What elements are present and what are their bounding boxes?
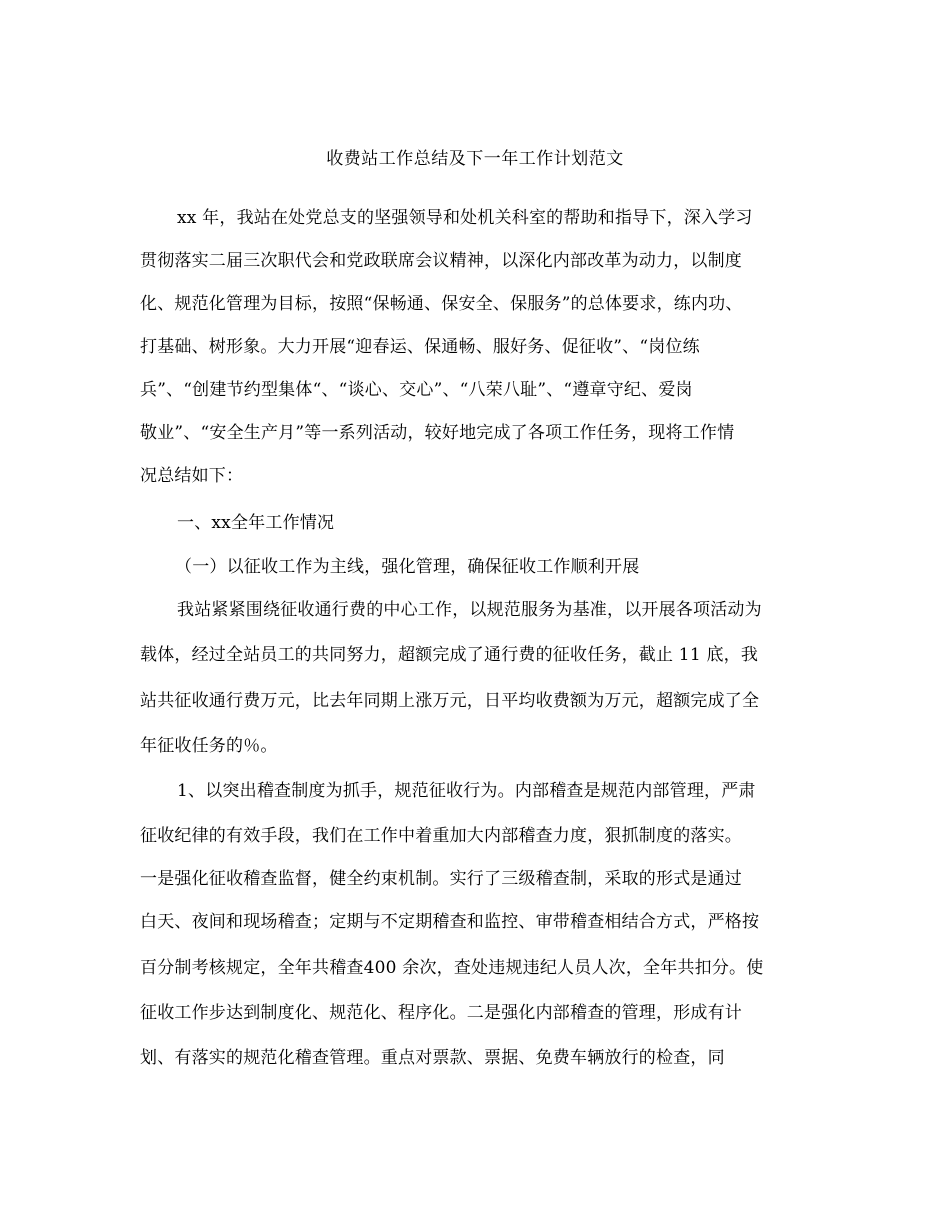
paragraph-line: 白天、夜间和现场稽查；定期与不定期稽查和监控、审带稽查相结合方式，严格按	[140, 912, 760, 932]
paragraph-line: 化、规范化管理为目标，按照“保畅通、保安全、保服务”的总体要求，练内功、	[140, 294, 743, 314]
paragraph-line: 载体，经过全站员工的共同努力，超额完成了通行费的征收任务，截止 11 底，我	[140, 645, 759, 665]
section-heading: 一、xx全年工作情况	[177, 513, 335, 533]
paragraph-line: 兵”、“创建节约型集体“、“谈心、交心”、“八荣八耻”、“遵章守纪、爱岗	[140, 380, 693, 400]
paragraph-line: 征收工作步达到制度化、规范化、程序化。二是强化内部稽查的管理，形成有计	[140, 1003, 742, 1023]
subsection-heading: （一）以征收工作为主线，强化管理，确保征收工作顺利开展	[175, 557, 640, 577]
paragraph-line: 站共征收通行费万元，比去年同期上涨万元，日平均收费额为万元，超额完成了全	[140, 691, 760, 711]
paragraph-line: 一是强化征收稽查监督，健全约束机制。实行了三级稽查制，采取的形式是通过	[140, 869, 742, 889]
paragraph-line: 划、有落实的规范化稽查管理。重点对票款、票据、免费车辆放行的检查，同	[140, 1048, 725, 1068]
paragraph-line: 我站紧紧围绕征收通行费的中心工作，以规范服务为基准，以开展各项活动为	[177, 600, 762, 620]
document-title: 收费站工作总结及下一年工作计划范文	[326, 149, 624, 169]
paragraph-line: 敬业”、“安全生产月”等一系列活动，较好地完成了各项工作任务，现将工作情	[140, 423, 735, 443]
paragraph-line: 况总结如下：	[140, 466, 244, 486]
paragraph-line: 年征收任务的％。	[140, 736, 278, 756]
paragraph-line: 征收纪律的有效手段，我们在工作中着重加大内部稽查力度，狠抓制度的落实。	[140, 826, 742, 846]
paragraph-line: 1、以突出稽查制度为抓手，规范征收行为。内部稽查是规范内部管理，严肃	[177, 781, 756, 801]
paragraph-line: xx 年，我站在处党总支的坚强领导和处机关科室的帮助和指导下，深入学习	[177, 208, 753, 228]
paragraph-line: 百分制考核规定，全年共稽查400 余次，查处违规违纪人员人次，全年共扣分。使	[140, 958, 764, 978]
paragraph-line: 打基础、树形象。大力开展“迎春运、保通畅、服好务、促征收”、“岗位练	[140, 337, 700, 357]
paragraph-line: 贯彻落实二届三次职代会和党政联席会议精神，以深化内部改革为动力，以制度	[140, 251, 742, 271]
